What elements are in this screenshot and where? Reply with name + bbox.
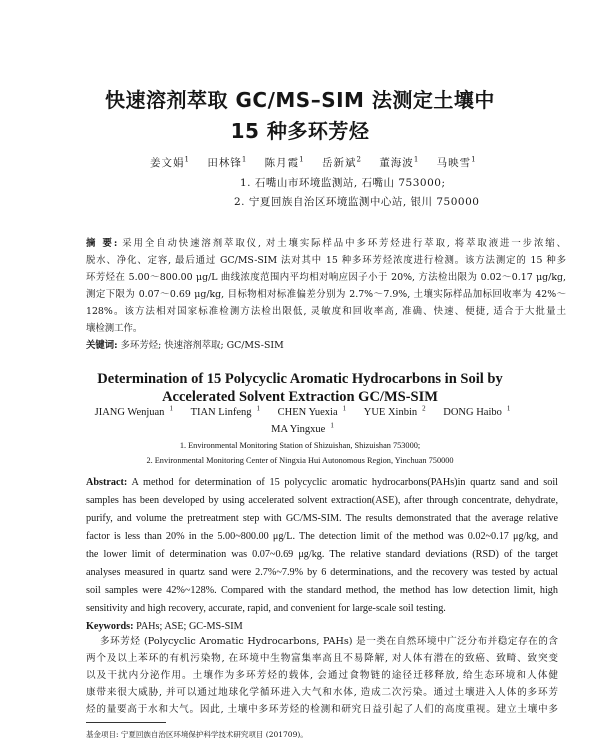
affiliation-zh-2: 2. 宁夏回族自治区环境监测中心站, 银川 750000 bbox=[234, 196, 480, 208]
author-zh: 陈月霞$^1$ bbox=[264, 155, 305, 169]
abstract-en-line: sensitivity and high recovery, accurate, rapid, and convenient for large-scale soil testing. bbox=[86, 603, 446, 614]
authors-en bbox=[0, 406, 600, 420]
keywords-zh: 关键词: 多环芳烃; 快速溶剂萃取; GC/MS-SIM bbox=[86, 340, 284, 351]
abstract-en-line: factor is less than 20% in the 5.00~800.00 μg/L. The detection limit of the method was 0.02~0.17 μg/kg, and bbox=[86, 531, 558, 542]
author-en: MA Yingxue $^1$ bbox=[271, 421, 334, 435]
footnote-divider bbox=[86, 722, 166, 723]
abstract-en-line: soil samples were 42%~128%. Compared with the standard method, the method has low detection limit, high bbox=[86, 585, 558, 596]
affiliation-en-1: 1. Environmental Monitoring Station of Shizuishan, Shizuishan 753000; bbox=[179, 441, 421, 450]
author-zh: 马映雪$^1$ bbox=[436, 155, 477, 169]
author-en: CHEN Yuexia $^1$ bbox=[277, 404, 347, 418]
body-zh-line: 多环芳烃 (Polycyclic Aromatic Hydrocarbons, PAHs) 是一类在自然环境中广泛分布并稳定存在的含 bbox=[100, 636, 558, 647]
author-zh: 姜文娟$^1$ bbox=[150, 155, 190, 169]
author-zh: 董海波$^1$ bbox=[379, 155, 420, 169]
body-zh-line: 以及干扰内分泌作用。土壤作为多环芳烃的载体, 会通过食物链的途径迁移释放, 给生态环境和人体健 bbox=[86, 670, 558, 681]
body-zh-line: 两个及以上苯环的有机污染物, 在环境中生物富集率高且不易降解, 对人体有潜在的致癌、致畸、致突变 bbox=[86, 653, 558, 664]
keywords-zh-label: 关键词: bbox=[86, 340, 118, 351]
authors-zh bbox=[150, 155, 510, 170]
keywords-en: Keywords: PAHs; ASE; GC-MS-SIM bbox=[86, 621, 243, 632]
abstract-en-label: Abstract: bbox=[86, 477, 128, 488]
affiliation-en-2: 2. Environmental Monitoring Center of Ningxia Hui Autonomous Region, Yinchuan 750000 bbox=[146, 456, 454, 465]
abstract-en-line: the lower limit of determination was 0.07~0.69 μg/kg. The relative standard deviations (RSD) of the target bbox=[86, 549, 558, 560]
title-zh-line-1: 快速溶剂萃取 GC/MS–SIM 法测定土壤中 bbox=[105, 88, 495, 112]
title-en-line-1: Determination of 15 Polycyclic Aromatic Hydrocarbons in Soil by bbox=[97, 371, 503, 387]
title-zh-line-2: 15 种多环芳烃 bbox=[230, 119, 370, 143]
affiliation-zh-1: 1. 石嘴山市环境监测站, 石嘴山 753000; bbox=[240, 177, 446, 189]
author-en-last bbox=[0, 423, 600, 437]
author-en: TIAN Linfeng $^1$ bbox=[190, 404, 261, 418]
abstract-zh-line: 测定下限为 0.07～0.69 μg/kg, 目标物相对标准偏差分别为 2.7%～7.9%, 土壤实际样品加标回收率为 42%～ bbox=[86, 289, 566, 300]
abstract-en-line: samples has been developed by using accelerated solvent extraction(ASE), after through concentrate, dehydrate, bbox=[86, 495, 558, 506]
abstract-en-line: Abstract: A method for determination of 15 polycyclic aromatic hydrocarbons(PAHs)in quartz sand and soil bbox=[86, 477, 559, 488]
keywords-en-label: Keywords: bbox=[86, 621, 134, 632]
author-zh: 岳新斌$^2$ bbox=[321, 155, 362, 169]
body-zh-line: 康带来很大威胁, 并可以通过地球化学循环进入大气和水体, 造成二次污染。通过土壤进入人体的多环芳 bbox=[86, 687, 558, 698]
abstract-zh-line: 脱水、净化、定容, 最后通过 GC/MS-SIM 法对其中 15 种多环芳烃浓度进行检测。该方法测定的 15 种多 bbox=[86, 255, 566, 266]
abstract-zh-line: 壤检测工作。 bbox=[86, 323, 143, 334]
author-en: YUE Xinbin $^2$ bbox=[363, 404, 426, 418]
abstract-zh-line: 128%。该方法相对国家标准检测方法检出限低, 灵敏度和回收率高, 准确、快速、便捷, 适合于大批量土 bbox=[86, 306, 566, 317]
author-en: DONG Haibo $^1$ bbox=[443, 404, 511, 418]
author-en: JIANG Wenjuan $^1$ bbox=[94, 404, 173, 418]
body-zh-line: 烃的量要高于水和大气。因此, 土壤中多环芳烃的检测和研究日益引起了人们的高度重视。建立土壤中多 bbox=[86, 704, 558, 715]
title-en-line-2: Accelerated Solvent Extraction GC/MS-SIM bbox=[162, 389, 438, 405]
abstract-en-line: purify, and volume the pretreatment step with GC/MS-SIM. The results demonstrated that the average relative bbox=[86, 513, 558, 524]
author-zh: 田林锋$^1$ bbox=[207, 155, 248, 169]
abstract-zh-line: 环芳烃在 5.00～800.00 μg/L 曲线浓度范围内平均相对响应因子小于 20%, 方法检出限为 0.02～0.17 μg/kg, bbox=[86, 272, 566, 283]
abstract-zh-label: 摘 要: bbox=[86, 238, 118, 249]
abstract-en-line: analyses measured in quartz sand were 2.7%~7.9% by 6 determinations, and the recovery was tested by actual bbox=[86, 567, 558, 578]
footnote: 基金项目: 宁夏回族自治区环境保护科学技术研究项目 (201709)。 bbox=[86, 730, 308, 739]
abstract-zh-line: 摘 要: 采用全自动快速溶剂萃取仪, 对土壤实际样品中多环芳烃进行萃取, 将萃取液进一步浓缩、 bbox=[86, 238, 566, 249]
